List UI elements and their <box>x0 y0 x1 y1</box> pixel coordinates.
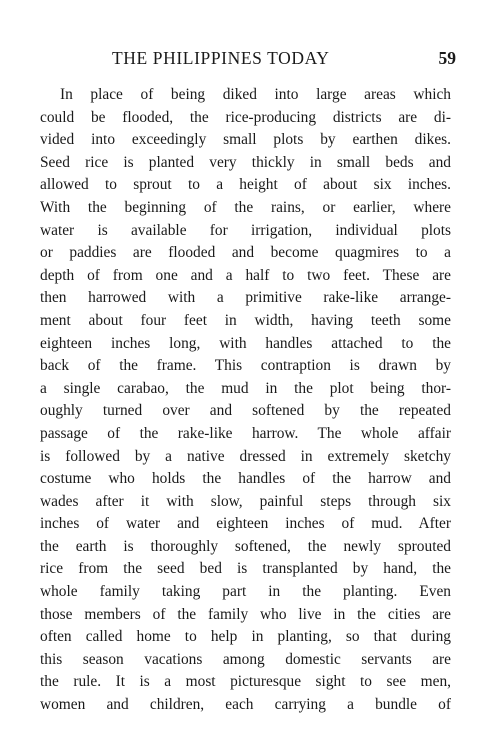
text-line: is followed by a native dressed in extremely sketchy <box>40 447 451 465</box>
running-title: THE PHILIPPINES TODAY <box>112 48 330 68</box>
text-line: a single carabao, the mud in the plot being thor- <box>40 379 451 397</box>
text-line: could be flooded, the rice-producing districts are di- <box>40 108 451 126</box>
body-paragraph <box>40 84 451 717</box>
text-line: whole family taking part in the planting. Even <box>40 583 451 601</box>
text-line: Seed rice is planted very thickly in small beds and <box>40 153 451 171</box>
text-line: allowed to sprout to a height of about six inches. <box>40 176 451 194</box>
text-line: In place of being diked into large areas which <box>60 86 451 103</box>
text-line: women and children, each carrying a bundle of <box>40 696 451 714</box>
text-line: those members of the family who live in the cities are <box>40 605 451 623</box>
text-line: back of the frame. This contraption is drawn by <box>40 357 451 375</box>
text-line: then harrowed with a primitive rake-like arrange- <box>40 289 451 307</box>
text-line: wades after it with slow, painful steps through six <box>40 492 451 510</box>
text-line: vided into exceedingly small plots by earthen dikes. <box>40 131 451 149</box>
text-line: water is available for irrigation, individual plots <box>40 221 451 239</box>
text-line: the earth is thoroughly softened, the newly sprouted <box>40 537 451 555</box>
text-line: depth of from one and a half to two feet. These are <box>40 266 451 284</box>
text-line: eighteen inches long, with handles attached to the <box>40 334 451 352</box>
page-header <box>40 48 460 72</box>
text-line: ment about four feet in width, having teeth some <box>40 311 451 329</box>
text-line: this season vacations among domestic servants are <box>40 650 451 668</box>
text-line: inches of water and eighteen inches of mud. After <box>40 515 451 533</box>
text-line: rice from the seed bed is transplanted by hand, the <box>40 560 451 578</box>
text-line: the rule. It is a most picturesque sight to see men, <box>40 673 451 691</box>
text-line: passage of the rake-like harrow. The whole affair <box>40 424 451 442</box>
text-line: often called home to help in planting, so that during <box>40 628 451 646</box>
text-line: With the beginning of the rains, or earlier, where <box>40 198 451 216</box>
text-line: or paddies are flooded and become quagmires to a <box>40 244 451 262</box>
text-line: oughly turned over and softened by the repeated <box>40 402 451 420</box>
page-number: 59 <box>438 48 456 68</box>
text-line: costume who holds the handles of the harrow and <box>40 470 451 488</box>
